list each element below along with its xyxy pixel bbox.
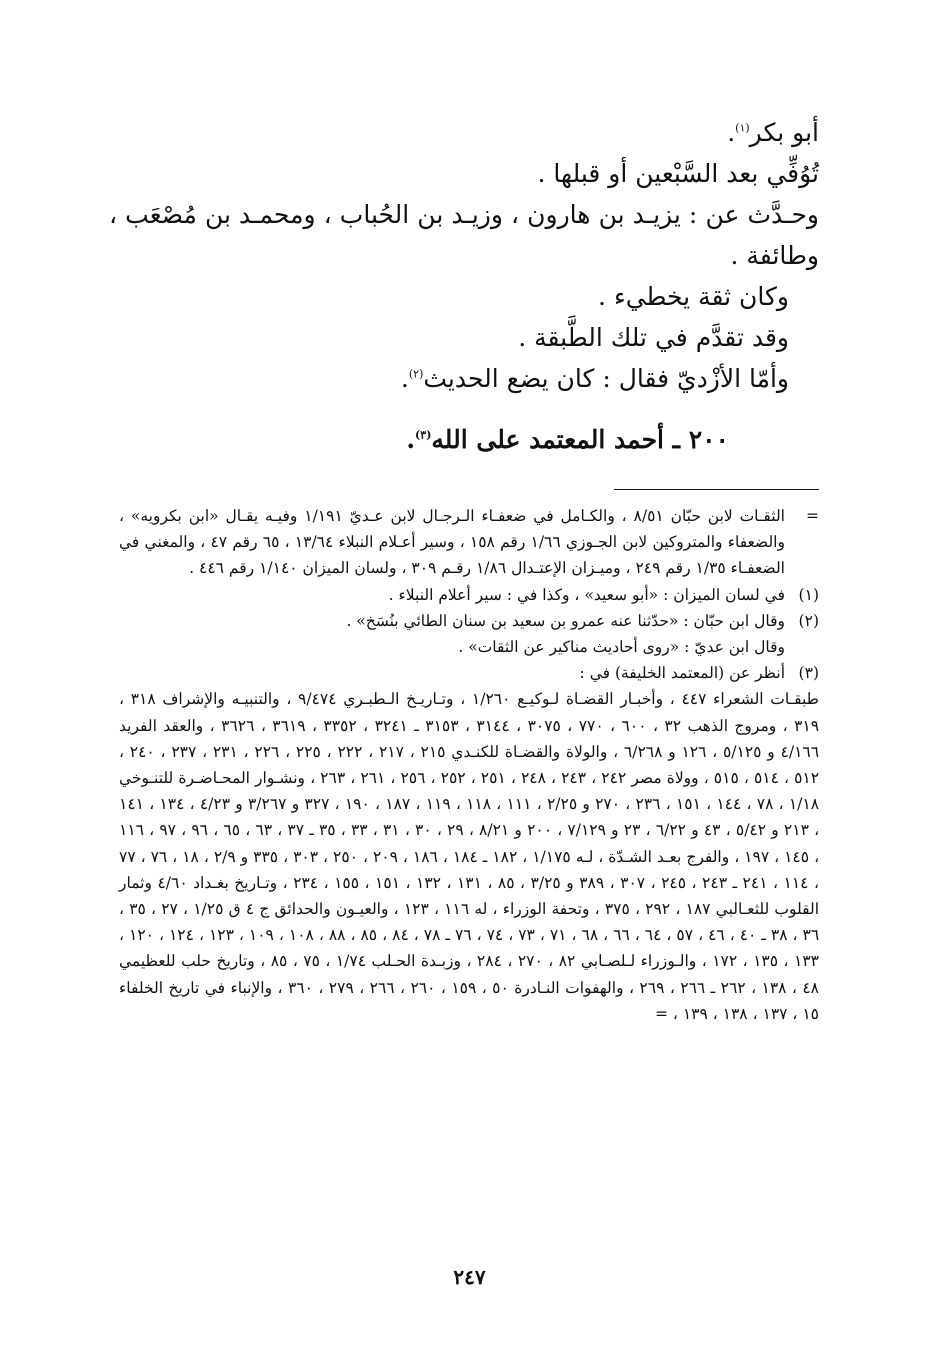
entry-heading-text: ٢٠٠ ـ أحمد المعتمد على الله — [431, 425, 729, 454]
main-line-6-text: وأمّا الأزْديّ فقال : كان يضع الحديث — [423, 364, 789, 393]
footnote-ref-1[interactable]: (١) — [735, 121, 750, 135]
footnote-2-text-b: وقال ابن عديّ : «روى أحاديث مناكير عن الثقات» . — [458, 638, 785, 657]
footnotes — [119, 503, 819, 1027]
main-line-1-text: أبو بكر — [749, 118, 819, 147]
main-text — [109, 112, 819, 399]
footnote-2 — [119, 608, 819, 660]
entry-heading-end: . — [406, 425, 416, 454]
continuation-mark: = — [806, 507, 819, 525]
page-number: ٢٤٧ — [453, 1265, 486, 1289]
footnote-ref-3[interactable]: (٣) — [415, 428, 432, 442]
footnote-3-references: طبقـات الشعراء ٤٤٧ ، وأخبـار القضـاة لـوكيـع ١/٢٦٠ ، وتـاريـخ الـطبـري ٩/٤٧٤ ، والتنبيـه والإشراف ٣١٨ ، ٣١٩ ، ومروج الذهب ٣٢ ، ٦٠٠ ، ٧٧٠ ، ٣٠٧٥ ، ٣١٤٤ ، ٣١٥٣ ـ ٣٢٤١ ، ٣٣٥٢ ، ٣٦١٩ ، ٣٦٢٦ ، والعقد الفريد ٤/١٦٦ و ٥/١٢٥ ، ١٢٦ و ٦/٢٦٨ ، والولاة والقضـاة للكنـدي ٢١٥ ، ٢١٧ ، ٢٢٢ ، ٢٢٥ ، ٢٢٦ ، ٢٣١ ، ٢٣٧ ، ٢٤٠ ، ٥١٢ ، ٥١٤ ، ٥١٥ ، وولاة مصر ٢٤٢ ، ٢٤٣ ، ٢٤٨ ، ٢٥١ ، ٢٥٢ ، ٢٥٦ ، ٢٦١ ، ٢٦٣ ، ونشـوار المحـاضـرة للتنـوخي ١/١٨ ، ٧٨ ، ١٤٤ ، ١٥١ ، ٢٣٦ ، ٢٧٠ و ٢/٢٥ ، ١١١ ، ١١٨ ، ١١٩ ، ١٨٧ ، ١٩٠ ، ٣٢٧ و ٣/٢٦٧ و ٤/٢٣ ، ١٣٤ ، ١٤١ ، ٢١٣ و ٥/٤٢ ، ٤٣ و ٦/٢٢ ، ٢٣ و ٧/١٢٩ ، ٢٠٠ و ٨/٢١ ، ٢٩ ، ٣٠ ، ٣١ ، ٣٣ ، ٣٥ ـ ٣٧ ، ٦٣ ، ٦٥ ، ٩٦ ، ٩٧ ، ١١٦ ، ١٤٥ ، ١٩٧ ، والفرج بعـد الشـدّة ، لـه ١/١٧٥ ، ١٨٢ ـ ١٨٤ ، ١٨٦ ، ٢٠٩ ، ٢٥٠ ، ٣٠٣ ، ٣٣٥ و ٢/٩ ، ١٨ ، ٧٦ ، ٧٧ ، ١١٤ ، ٢٤١ ـ ٢٤٣ ، ٢٤٥ ، ٣٠٧ ، ٣٨٩ و ٣/٢٥ ، ٨٥ ، ١٣١ ، ١٣٢ ، ١٥١ ، ١٥٥ ، ٢٣٤ ، وتـاريخ بغـداد ٤/٦٠ وثمار القلوب للثعـالبي ١٨٧ ، ٢٩٢ ، ٣٧٥ ، وتحفة الوزراء ، له ١١٦ ، ١٢٣ ، والعيـون والحدائق ج ٤ ق ١/٢٥ ، ٢٧ ، ٣٥ ، ٣٦ ، ٣٨ ـ ٤٠ ، ٤٦ ، ٥٧ ، ٦٤ ، ٦٦ ، ٦٨ ، ٧١ ، ٧٣ ، ٧٤ ، ٧٦ ـ ٧٨ ، ٨٤ ، ٨٥ ، ٨٨ ، ١٠٨ ، ١٠٩ ، ١٢٣ ، ١٢٤ ، ١٢٠ ، ١٣٣ ، ١٣٥ ، ١٧٢ ، والـوزراء لـلصـابي ٨٢ ، ٢٧٠ ، ٢٨٤ ، وزبـدة الحـلب ١/٧٤ ، ٧٥ ، ٨٥ ، وتاريخ حلب للعظيمي ٤٨ ، ١٣٨ ، ٢٦٢ ـ ٢٦٦ ، ٢٦٩ ، والهفوات النـادرة ٥٠ ، ١٥٩ ، ٢٦٠ ، ٢٦٦ ، ٢٧٩ ، ٣٦٠ ، والإنباء في تاريخ الخلفاء ١٥ ، ١٣٧ ، ١٣٨ ، ١٣٩ ، = — [119, 690, 820, 1023]
footnote-continuation-text: الثقـات لابن حبّان ٨/٥١ ، والكـامل في ضعفـاء الـرجـال لابن عـديّ ١/١٩١ وفيـه يقـال «ابن بكرويه» ، والضعفاء والمتروكين لابن الجـوزي ١/٦٦ رقم ١٥٨ ، وسير أعـلام النبلاء ١٣/٦٤ ، ٦٥ رقم ٤٧ ، والمغني في الضعفـاء ١/٣٥ رقم ٢٤٩ ، وميـزان الإعتـدال ١/٨٦ رقـم ٣٠٩ ، ولسان الميزان ١/١٤٠ رقم ٤٤٦ . — [119, 507, 785, 578]
footnote-3 — [119, 660, 819, 686]
main-line-3: وحـدَّث عن : يزيـد بن هارون ، وزيـد بن الحُباب ، ومحمـد بن مُصْعَب ، وطائفة . — [109, 200, 819, 270]
footnote-1-text: في لسان الميزان : «أبو سعيد» ، وكذا في : سير أعلام النبلاء . — [388, 585, 785, 604]
main-line-6 — [109, 358, 819, 399]
footnote-2-text-a: وقال ابن حبّان : «حدّثنا عنه عمرو بن سعيد بن سنان الطائي بنُسَخ» . — [346, 611, 785, 630]
footnote-3-text: أنظر عن (المعتمد الخليفة) في : — [579, 664, 785, 683]
entry-heading — [406, 420, 729, 460]
main-line-1 — [109, 112, 819, 153]
footnote-continuation — [119, 503, 819, 582]
footnote-divider — [614, 489, 819, 490]
footnote-1 — [119, 582, 819, 608]
main-line-6-end: . — [400, 364, 409, 393]
footnote-1-number: (١) — [798, 585, 819, 604]
footnote-ref-2[interactable]: (٢) — [408, 367, 424, 381]
footnote-2-number: (٢) — [798, 611, 819, 630]
footnote-3-number: (٣) — [798, 664, 819, 683]
main-line-2: تُوُفِّي بعد السَّبْعين أو قبلها . — [537, 159, 819, 188]
main-line-5: وقد تقدَّم في تلك الطَّبقة . — [518, 323, 789, 352]
main-line-1-end: . — [727, 118, 736, 147]
main-line-4: وكان ثقة يخطيء . — [598, 282, 789, 311]
